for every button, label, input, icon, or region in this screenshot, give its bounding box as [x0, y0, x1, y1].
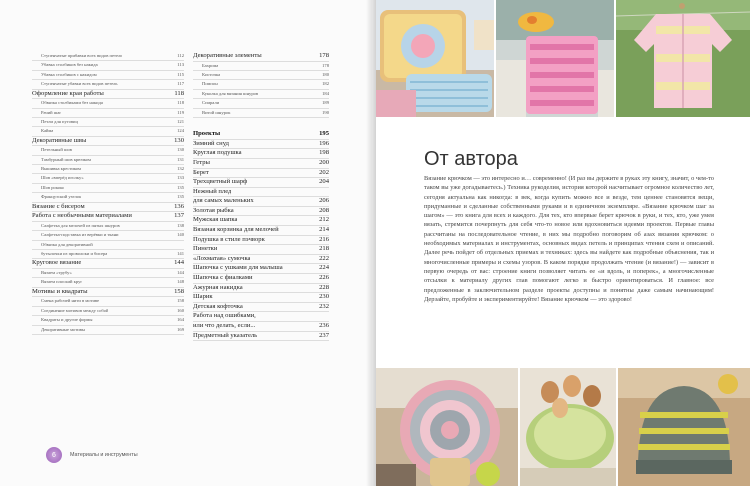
toc-entry-title: Помпон	[202, 81, 218, 87]
toc-entry-page: 212	[319, 216, 329, 224]
toc-entry-page: 232	[319, 302, 329, 310]
toc-entry-page: 178	[319, 52, 329, 59]
toc-entry-page: 137	[174, 212, 184, 220]
toc-entry	[32, 203, 184, 213]
toc-entry-title: Золотая рыбка	[193, 206, 234, 214]
toc-entry-title: Вязаная корзинка для мелочей	[193, 226, 279, 234]
intro-body: Вязание крючком — это интересно и… современно! (И раз вы держите в руках эту книгу, значит, о чем-то таком вы уже догадываетесь.) Техника рукоделия, история которой насчитывает огромное количество лет, сегодня актуальна как никогда: в век, когда купить можно все и везде, тем ценнее становятся вещи, придуманные и сделанные собственными руками и в единичном экземпляре. «Вязание крючком шаг за шагом» — это книга для всех и каждого. Для тех, кто впервые берет крючок в руки, и тех, кто, уже умея вязать, стремится почерпнуть для себя что-то новое или вдохновиться идеями проектов. Первые главы рассчитаны на последовательное чтение, в них мы подробно поговорим об азах вязания крючком: о необходимых материалах и инструментах, основных видах петель и принципах чтения схем и описаний. Далее речь пойдет об отдельных приемах и техниках: здесь вы найдете как подробные объяснения, так и многочисленные примеры и схемы узоров. В каком порядке продолжать чтение (и вязание!) — зависит в первую очередь от вас: строение книги позволяет читать ее «и вдоль, и поперек», а многочисленные отсылки к материалу других глав помогают легко и быстро ориентироваться. И главное: все предложенные в заключительном разделе проекты доступны и понятны даже самым начинающим! Дерзайте, пробуйте и экспериментируйте! Вязание крючком — это здорово!	[424, 175, 714, 303]
toc-entry-title: Куколка для вязания шнуров	[202, 90, 259, 96]
toc-entry	[193, 188, 329, 198]
toc-entry	[193, 178, 329, 188]
toc-entry	[32, 99, 184, 108]
toc-entry-title: Пинетки	[193, 245, 218, 253]
toc-entry-title: Мотивы и квадраты	[32, 287, 88, 295]
toc-entry-page: 222	[319, 254, 329, 262]
toc-entry-page: 224	[319, 264, 329, 272]
toc-entry-title: Детская кофточка	[193, 302, 243, 310]
toc-entry-page: 206	[319, 197, 329, 205]
toc-entry	[32, 165, 184, 174]
toc-entry-page: 135	[177, 194, 184, 200]
photo-knitted-cushions	[376, 0, 494, 117]
toc-column-2	[193, 52, 329, 341]
photo-round-cushion	[376, 368, 518, 486]
toc-entry-title: Салфетка для мелочей из пятых шнуров	[41, 222, 120, 228]
toc-entry	[32, 61, 184, 70]
toc-entry	[193, 149, 329, 159]
toc-entry	[32, 127, 184, 136]
toc-entry	[32, 250, 184, 259]
toc-entry-title: или что делать, если...	[193, 322, 256, 329]
toc-entry-page: 158	[177, 298, 184, 304]
toc-entry-page: 226	[319, 274, 329, 282]
toc-entry-page: 119	[177, 109, 184, 115]
toc-entry	[32, 90, 184, 100]
toc-entry-title: Спирали	[202, 100, 220, 106]
toc-entry	[193, 71, 329, 80]
toc-entry	[32, 259, 184, 269]
toc-entry	[193, 80, 329, 89]
toc-entry-title: Работа над ошибками,	[193, 312, 256, 320]
toc-entry	[193, 264, 329, 274]
toc-entry	[32, 156, 184, 165]
toc-entry-page: 178	[322, 62, 329, 68]
photo-pink-knit-bag	[496, 0, 614, 117]
toc-entry-page: 112	[177, 53, 184, 58]
toc-entry-title: для самых маленьких	[193, 197, 254, 205]
photo-eggs-basket	[520, 368, 616, 486]
toc-entry	[32, 231, 184, 240]
toc-entry-title: Убавка столбиков без накида	[41, 62, 98, 68]
toc-entry-title: Оформление края работы	[32, 89, 104, 97]
toc-entry-page: 117	[177, 81, 184, 87]
toc-entry-page: 144	[174, 259, 184, 267]
page-number-badge	[46, 447, 62, 463]
toc-entry-title: Подушка в стиле пэчворк	[193, 235, 265, 243]
toc-entry-title: Предметный указатель	[193, 331, 258, 339]
toc-entry	[193, 109, 329, 118]
toc-entry	[193, 226, 329, 236]
intro-title: От автора	[424, 148, 518, 170]
toc-entry	[32, 297, 184, 306]
toc-entry-page: 164	[177, 317, 184, 323]
toc-entry	[32, 326, 184, 335]
toc-entry	[32, 193, 184, 202]
toc-entry-title: Зимний снуд	[193, 139, 229, 147]
book-gutter-shadow	[366, 0, 376, 486]
toc-entry-page: 115	[177, 71, 184, 77]
toc-entry-page: 136	[174, 202, 184, 210]
toc-entry	[32, 278, 184, 287]
toc-entry-page: 132	[177, 166, 184, 172]
toc-entry-title: Мужская шапка	[193, 216, 238, 224]
toc-entry-page: 121	[177, 118, 184, 124]
toc-entry	[193, 159, 329, 169]
toc-entry-page: 160	[177, 307, 184, 313]
toc-entry	[32, 184, 184, 193]
toc-entry	[193, 118, 329, 126]
toc-entry-title: бутылочки из проволоки и бисера	[41, 251, 108, 257]
toc-entry-page: 182	[322, 81, 329, 87]
toc-entry-page: 118	[174, 89, 184, 97]
toc-entry	[32, 174, 184, 183]
toc-entry-title: Проекты	[193, 130, 221, 138]
toc-entry-title: Кисточка	[202, 71, 221, 77]
toc-entry	[193, 284, 329, 294]
toc-entry-page: 195	[319, 130, 329, 138]
toc-entry	[32, 146, 184, 155]
toc-entry-title: Вышивка крестиком	[41, 166, 81, 172]
toc-entry-title: Круглая подушка	[193, 149, 242, 157]
toc-entry-title: Ступенчатые прибавки всех видов петель	[41, 53, 123, 58]
toc-entry-page: 130	[174, 136, 184, 144]
toc-entry-page: 204	[319, 178, 329, 186]
toc-entry-title: «Лохматая» сумочка	[193, 254, 251, 262]
toc-entry-page: 236	[319, 322, 329, 329]
toc-entry-page: 218	[319, 245, 329, 253]
toc-entry-title: Вязание с бисером	[32, 202, 85, 210]
toc-entry-title: Кайма	[41, 128, 54, 134]
toc-entry-title: Вязаем «трубу»	[41, 270, 72, 275]
toc-entry-title: Французский узелок	[41, 194, 82, 200]
photo-striped-hat	[618, 368, 750, 486]
toc-entry	[32, 241, 184, 250]
toc-entry-page: 118	[177, 100, 184, 106]
toc-entry	[32, 80, 184, 89]
toc-entry	[193, 255, 329, 265]
toc-entry-title: Гетры	[193, 158, 210, 166]
toc-entry-page: 138	[177, 222, 184, 228]
toc-entry	[193, 274, 329, 284]
toc-entry-page: 216	[319, 235, 329, 243]
toc-entry-title: Нежный плед	[193, 187, 232, 195]
toc-entry	[32, 269, 184, 278]
toc-entry-page: 130	[177, 147, 184, 153]
toc-entry-title: Берет	[193, 168, 209, 176]
toc-entry-title: Тамбурный шов крючком	[41, 156, 91, 162]
toc-entry	[32, 307, 184, 316]
toc-entry-title: Ступенчатые убавки всех видов петель	[41, 81, 118, 87]
toc-entry-title: Шарик	[193, 293, 213, 301]
toc-entry-page: 184	[322, 90, 329, 96]
toc-entry-title: Шов «вперёд иголку»	[41, 175, 84, 181]
photo-baby-cardigan	[616, 0, 750, 117]
toc-entry	[193, 312, 329, 322]
toc-entry-page: 190	[322, 109, 329, 115]
toc-entry-page: 124	[177, 128, 184, 134]
toc-entry-title: Шов рококо	[41, 184, 65, 190]
toc-entry-title: Декоративные элементы	[193, 52, 262, 59]
toc-entry-page: 208	[319, 206, 329, 214]
toc-entry	[32, 288, 184, 298]
toc-entry	[193, 332, 329, 342]
toc-entry	[193, 130, 329, 139]
toc-entry	[32, 52, 184, 61]
toc-entry	[193, 99, 329, 108]
toc-entry	[193, 236, 329, 246]
toc-entry-title: Круговое вязание	[32, 259, 82, 267]
toc-entry-page: 158	[174, 287, 184, 295]
toc-entry-title: Декоративные швы	[32, 136, 87, 144]
toc-entry	[193, 140, 329, 150]
toc-entry	[193, 169, 329, 179]
toc-entry	[32, 316, 184, 325]
toc-entry-title: Соединение мотивов между собой	[41, 307, 109, 313]
toc-entry-title: Обвязка для декоративной	[41, 241, 93, 247]
toc-entry-title: Убавка столбиков с накидом	[41, 71, 97, 77]
toc-entry-page: 196	[319, 139, 329, 147]
toc-entry-title: Квадраты и другие формы	[41, 317, 93, 323]
toc-column-1	[32, 52, 184, 335]
toc-entry-page: 200	[319, 158, 329, 166]
toc-entry	[32, 109, 184, 118]
toc-entry-title: Трехцветный шарф	[193, 178, 248, 186]
section-title: Материалы и инструменты	[70, 452, 138, 458]
toc-entry-page: 133	[177, 175, 184, 181]
toc-entry-page: 237	[319, 331, 329, 339]
toc-entry-page: 113	[177, 62, 184, 68]
toc-entry	[193, 62, 329, 71]
toc-entry-page: 228	[319, 283, 329, 291]
page-number: 6	[52, 451, 56, 459]
toc-entry-page: 202	[319, 168, 329, 176]
toc-entry	[32, 137, 184, 147]
toc-entry	[32, 222, 184, 231]
toc-entry-page: 135	[177, 184, 184, 190]
toc-entry	[193, 245, 329, 255]
toc-entry	[32, 212, 184, 222]
toc-entry	[193, 90, 329, 99]
toc-entry-page: 214	[319, 226, 329, 234]
toc-entry-title: Ажурная накидка	[193, 283, 243, 291]
toc-entry-page: 144	[177, 270, 184, 275]
toc-entry	[193, 52, 329, 62]
toc-entry	[193, 303, 329, 313]
toc-entry-page: 140	[177, 232, 184, 238]
toc-entry-page: 141	[177, 251, 184, 257]
toc-entry-page: 189	[322, 100, 329, 106]
toc-entry	[32, 71, 184, 80]
toc-entry-title: Шапочка с фиалками	[193, 274, 253, 282]
toc-entry-page: 230	[319, 293, 329, 301]
toc-entry-page: 180	[322, 71, 329, 77]
toc-entry	[193, 207, 329, 217]
toc-entry	[193, 322, 329, 332]
toc-entry-title: Бахрома	[202, 62, 219, 68]
toc-entry-title: Шапочка с ушками для малыша	[193, 264, 283, 272]
toc-entry-page: 198	[319, 149, 329, 157]
page-footer	[46, 447, 138, 463]
toc-entry-title: Смена рабочей нити в мотиве	[41, 298, 100, 304]
toc-entry	[32, 118, 184, 127]
toc-entry	[193, 216, 329, 226]
toc-entry-page: 131	[177, 156, 184, 162]
toc-entry-page: 148	[177, 279, 184, 285]
toc-entry-title: Петли для пуговиц	[41, 118, 78, 124]
toc-entry-title: Петельный шов	[41, 147, 72, 153]
toc-entry-title: Витой шнурок	[202, 109, 231, 115]
toc-entry-title: Вязаем плоский круг	[41, 279, 83, 285]
toc-entry-title: Салфетка-подставка из верёвки и ткани	[41, 232, 119, 238]
toc-entry-title: Работа с необычными материалами	[32, 212, 132, 220]
toc-entry	[193, 197, 329, 207]
toc-entry-title: Рачий шаг	[41, 109, 62, 115]
toc-entry	[193, 293, 329, 303]
toc-entry-page: 169	[177, 326, 184, 332]
toc-entry-title: Обвязка столбиками без накида	[41, 100, 103, 106]
toc-entry-title: Декоративные мотивы	[41, 326, 85, 332]
